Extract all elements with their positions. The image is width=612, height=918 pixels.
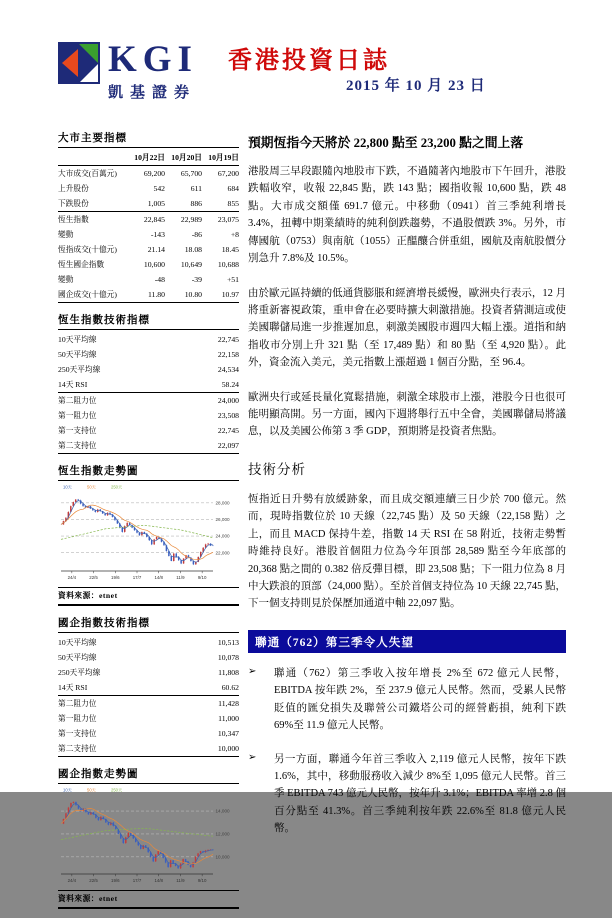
article-paragraph: 歐洲央行或延長量化寬鬆措施，刺激全球股市上漲，港股今日也很可能明顯高開。另一方面，國內下週將舉行五中全會，美國聯儲局將議息，以及美國公佈第 3 季 GDP，預期將是投資者焦點。	[248, 389, 566, 441]
row-value: 10,000	[202, 744, 239, 753]
kgi-logo-icon	[58, 42, 100, 84]
row-value: 10,513	[202, 638, 239, 647]
row-value: 11,808	[202, 668, 239, 677]
logo-text-block	[108, 42, 198, 102]
row-value: 24,000	[202, 396, 239, 405]
row-label: 10天平均線	[58, 637, 202, 648]
svg-text:50天: 50天	[87, 786, 97, 793]
arrow-bullet-icon: ➢	[248, 665, 274, 735]
chart-source-label: 資料來源：etnet	[58, 891, 239, 909]
hscei-chart-section	[58, 766, 239, 909]
bullet-text: 聯通（762）第三季收入按年增長 2%至 672 億元人民幣，EBITDA 按年跌 2%，至 237.9 億元人民幣。然而，受累人民幣貶值的匯兌損失及聯營公司鐵塔公司的經營虧損，純利下跌 69%至 11.9 億元人民幣。	[274, 665, 566, 735]
table-row	[58, 726, 239, 741]
row-value: -143	[128, 230, 165, 239]
table-row	[58, 181, 239, 196]
svg-text:12,000: 12,000	[216, 831, 230, 836]
table-row	[58, 257, 239, 272]
document-date: 2015 年 10 月 23 日	[346, 74, 486, 95]
article-headline: 預期恆指今天將於 22,800 點至 23,200 點之間上落	[248, 132, 566, 151]
svg-text:22/5: 22/5	[89, 878, 98, 883]
svg-text:14/8: 14/8	[154, 878, 163, 883]
hscei-candlestick-chart	[58, 786, 239, 888]
row-value: 18.08	[165, 245, 202, 254]
hscei-chart-container	[58, 786, 239, 891]
table-row	[58, 227, 239, 242]
table-row	[58, 362, 239, 377]
svg-text:22/5: 22/5	[89, 575, 98, 580]
table-row	[58, 423, 239, 438]
row-label: 第二阻力位	[58, 698, 202, 709]
row-label: 恆指成交(十億元)	[58, 244, 128, 255]
row-value: 684	[202, 184, 239, 193]
hsi-chart-container	[58, 483, 239, 588]
kgi-logo	[58, 42, 198, 102]
hsi-candlestick-chart	[58, 483, 239, 585]
row-label: 上升股份	[58, 183, 128, 194]
row-label: 大市成交(百萬元)	[58, 168, 128, 179]
row-label: 250天平均線	[58, 667, 202, 678]
svg-text:250天: 250天	[111, 483, 123, 490]
svg-text:11/9: 11/9	[176, 878, 185, 883]
row-label: 第二支持位	[58, 440, 202, 451]
section-title: 恆生指數走勢圖	[58, 463, 239, 481]
row-value: 11,428	[202, 699, 239, 708]
row-label: 恆生指數	[58, 214, 128, 225]
article-paragraph: 由於歐元區持續的低通貨膨脹和經濟增長緩慢，歐洲央行表示，12 月將重新審視政策，重申會在必要時擴大刺激措施。投資者猜測這或使美國聯儲局進一步推遲加息，刺激美國股市週四大幅上漲。道指和納指收市分別上升 321 點（至 17,489 點）和 80 點（至 4,920 點）。此外，資金流入美元，美元指數上漲超過 1 個百分點，至 96.4。	[248, 285, 566, 372]
svg-text:11/9: 11/9	[176, 575, 185, 580]
section-title: 恆生指數技術指標	[58, 312, 239, 330]
logo-chinese-name: 凱基證券	[108, 81, 198, 102]
row-label: 第二阻力位	[58, 395, 202, 406]
table-row	[58, 242, 239, 257]
table-row	[58, 696, 239, 711]
hscei-tech-table-body	[58, 635, 239, 757]
row-label: 第一支持位	[58, 425, 202, 436]
bullet-text: 另一方面，聯通今年首三季收入 2,119 億元人民幣，按年下跌 1.6%，其中，移動服務收入減少 8%至 1,095 億元人民幣。首三季 EBITDA 743 億元人民幣，按年升 3.1%；EBITDA 率增 2.8 個百分點至 41.3%。首三季純利按年跌 22.6%至 81.8 億元人民幣。	[274, 751, 566, 838]
bullet-item	[248, 665, 566, 735]
table-row	[58, 741, 239, 757]
table-row	[58, 438, 239, 454]
table-row	[58, 408, 239, 423]
svg-text:24/4: 24/4	[68, 575, 77, 580]
article-paragraph: 港股周三早段跟隨內地股市下跌，不過隨著內地股市下午回升，港股跌幅收窄，收報 22,845 點，跌 143 點；國指收報 10,600 點，跌 48 點。大市成交額僅 691.7 億元。中移動（0941）首三季純利增長 3.4%，扭轉中期業績時的純利倒跌趨勢，不過股價跌 3%。另外，市傳國航（0753）與南航（1055）正醞釀合併重組，國航及南航股價分別急升 7.8%及 10.5%。	[248, 163, 566, 268]
row-label: 14天 RSI	[58, 379, 202, 390]
row-label: 第一支持位	[58, 728, 202, 739]
svg-text:17/7: 17/7	[133, 575, 142, 580]
technical-analysis-heading: 技術分析	[248, 458, 566, 478]
chart-source-label: 資料來源：etnet	[58, 588, 239, 606]
svg-text:9/10: 9/10	[198, 575, 207, 580]
row-value: 69,200	[128, 169, 165, 178]
svg-text:24/4: 24/4	[68, 878, 77, 883]
bullet-item	[248, 751, 566, 838]
row-value: +8	[202, 230, 239, 239]
row-label: 第一阻力位	[58, 410, 202, 421]
hsi-chart-section	[58, 463, 239, 606]
arrow-bullet-icon: ➢	[248, 751, 274, 838]
hscei-technical-section	[58, 615, 239, 757]
table-row	[58, 287, 239, 303]
table-row	[58, 680, 239, 696]
row-value: 60.62	[202, 683, 239, 692]
svg-text:250天: 250天	[111, 786, 123, 793]
svg-text:28,000: 28,000	[216, 500, 230, 505]
section-title: 大市主要指標	[58, 130, 239, 148]
section-title: 國企指數技術指標	[58, 615, 239, 633]
hsi-tech-table-body	[58, 332, 239, 454]
row-value: -39	[165, 275, 202, 284]
main-article	[239, 130, 566, 918]
row-value: 18.45	[202, 245, 239, 254]
row-label: 50天平均線	[58, 652, 202, 663]
table-row	[58, 650, 239, 665]
row-value: 11,000	[202, 714, 239, 723]
table-row	[58, 635, 239, 650]
table-row	[58, 377, 239, 393]
row-value: 22,097	[202, 441, 239, 450]
row-label: 下跌股份	[58, 198, 128, 209]
row-value: 10,600	[128, 260, 165, 269]
row-value: 22,745	[202, 426, 239, 435]
row-label: 第二支持位	[58, 743, 202, 754]
table-row	[58, 711, 239, 726]
svg-text:24,000: 24,000	[216, 533, 230, 538]
row-value: 23,508	[202, 411, 239, 420]
table-row	[58, 196, 239, 212]
content-columns	[58, 130, 566, 918]
table-header-row	[58, 150, 239, 166]
row-value: 23,075	[202, 215, 239, 224]
svg-text:14,000: 14,000	[216, 808, 230, 813]
row-value: 65,700	[165, 169, 202, 178]
row-value: 67,200	[202, 169, 239, 178]
svg-text:22,000: 22,000	[216, 550, 230, 555]
row-value: 22,989	[165, 215, 202, 224]
svg-text:10天: 10天	[63, 483, 73, 490]
row-label: 50天平均線	[58, 349, 202, 360]
row-value: 58.24	[202, 380, 239, 389]
row-value: 10,347	[202, 729, 239, 738]
svg-text:50天: 50天	[87, 483, 97, 490]
row-value: 10.80	[165, 290, 202, 299]
row-value: 22,745	[202, 335, 239, 344]
row-label: 變動	[58, 229, 128, 240]
svg-text:14/8: 14/8	[154, 575, 163, 580]
svg-text:19/6: 19/6	[111, 575, 120, 580]
table-row	[58, 272, 239, 287]
row-value: 24,534	[202, 365, 239, 374]
stock-highlight-banner: 聯通（762）第三季令人失望	[248, 630, 566, 653]
date-column-header: 10月22日	[128, 152, 165, 163]
table-row	[58, 166, 239, 181]
row-label: 250天平均線	[58, 364, 202, 375]
row-value: 855	[202, 199, 239, 208]
row-value: 10,688	[202, 260, 239, 269]
row-label: 14天 RSI	[58, 682, 202, 693]
row-label: 變動	[58, 274, 128, 285]
row-label: 第一阻力位	[58, 713, 202, 724]
left-sidebar	[58, 130, 239, 918]
date-column-header: 10月20日	[165, 152, 202, 163]
table-row	[58, 332, 239, 347]
section-title: 國企指數走勢圖	[58, 766, 239, 784]
table-row	[58, 665, 239, 680]
row-value: 22,158	[202, 350, 239, 359]
technical-analysis-paragraph: 恆指近日升勢有放緩跡象，而且成交額連續三日少於 700 億元。然而，現時指數位於 10 天線（22,745 點）及 50 天線（22,158 點）之上，而且 MACD 保持牛差，指數 14 天 RSI 在 58 附近，技術走勢暫時維持良好。港股首個阻力位為今年頂部 28,589 點至今年底部的 20,368 點之間的 0.382 倍反彈目標，即 23,508 點；下一阻力位為 8 月中大跌浪的頂部（24,000 點）。至於首個支持位為 10 天線 22,745 點，下一個支持則見於保歷加通道中軸 22,097 點。	[248, 491, 566, 613]
svg-text:10天: 10天	[63, 786, 73, 793]
svg-text:19/6: 19/6	[111, 878, 120, 883]
table-row	[58, 347, 239, 362]
logo-letters: KGI	[108, 42, 198, 77]
row-value: 611	[165, 184, 202, 193]
row-value: 10,649	[165, 260, 202, 269]
row-value: -86	[165, 230, 202, 239]
row-label: 國企成交(十億元)	[58, 289, 128, 300]
svg-text:10,000: 10,000	[216, 854, 230, 859]
table-row	[58, 393, 239, 408]
row-value: 542	[128, 184, 165, 193]
row-value: 1,005	[128, 199, 165, 208]
market-table-body	[58, 166, 239, 303]
row-value: 886	[165, 199, 202, 208]
date-column-header: 10月19日	[202, 152, 239, 163]
row-value: 11.80	[128, 290, 165, 299]
row-value: -48	[128, 275, 165, 284]
table-row	[58, 212, 239, 227]
row-value: +51	[202, 275, 239, 284]
row-label: 恆生國企指數	[58, 259, 128, 270]
svg-text:17/7: 17/7	[133, 878, 142, 883]
market-indicators-section	[58, 130, 239, 303]
document-title: 香港投資日誌	[228, 40, 390, 75]
row-value: 22,845	[128, 215, 165, 224]
svg-text:9/10: 9/10	[198, 878, 207, 883]
row-value: 10.97	[202, 290, 239, 299]
hsi-technical-section	[58, 312, 239, 454]
svg-text:26,000: 26,000	[216, 517, 230, 522]
row-value: 21.14	[128, 245, 165, 254]
row-value: 10,078	[202, 653, 239, 662]
report-header	[58, 38, 566, 118]
row-label: 10天平均線	[58, 334, 202, 345]
